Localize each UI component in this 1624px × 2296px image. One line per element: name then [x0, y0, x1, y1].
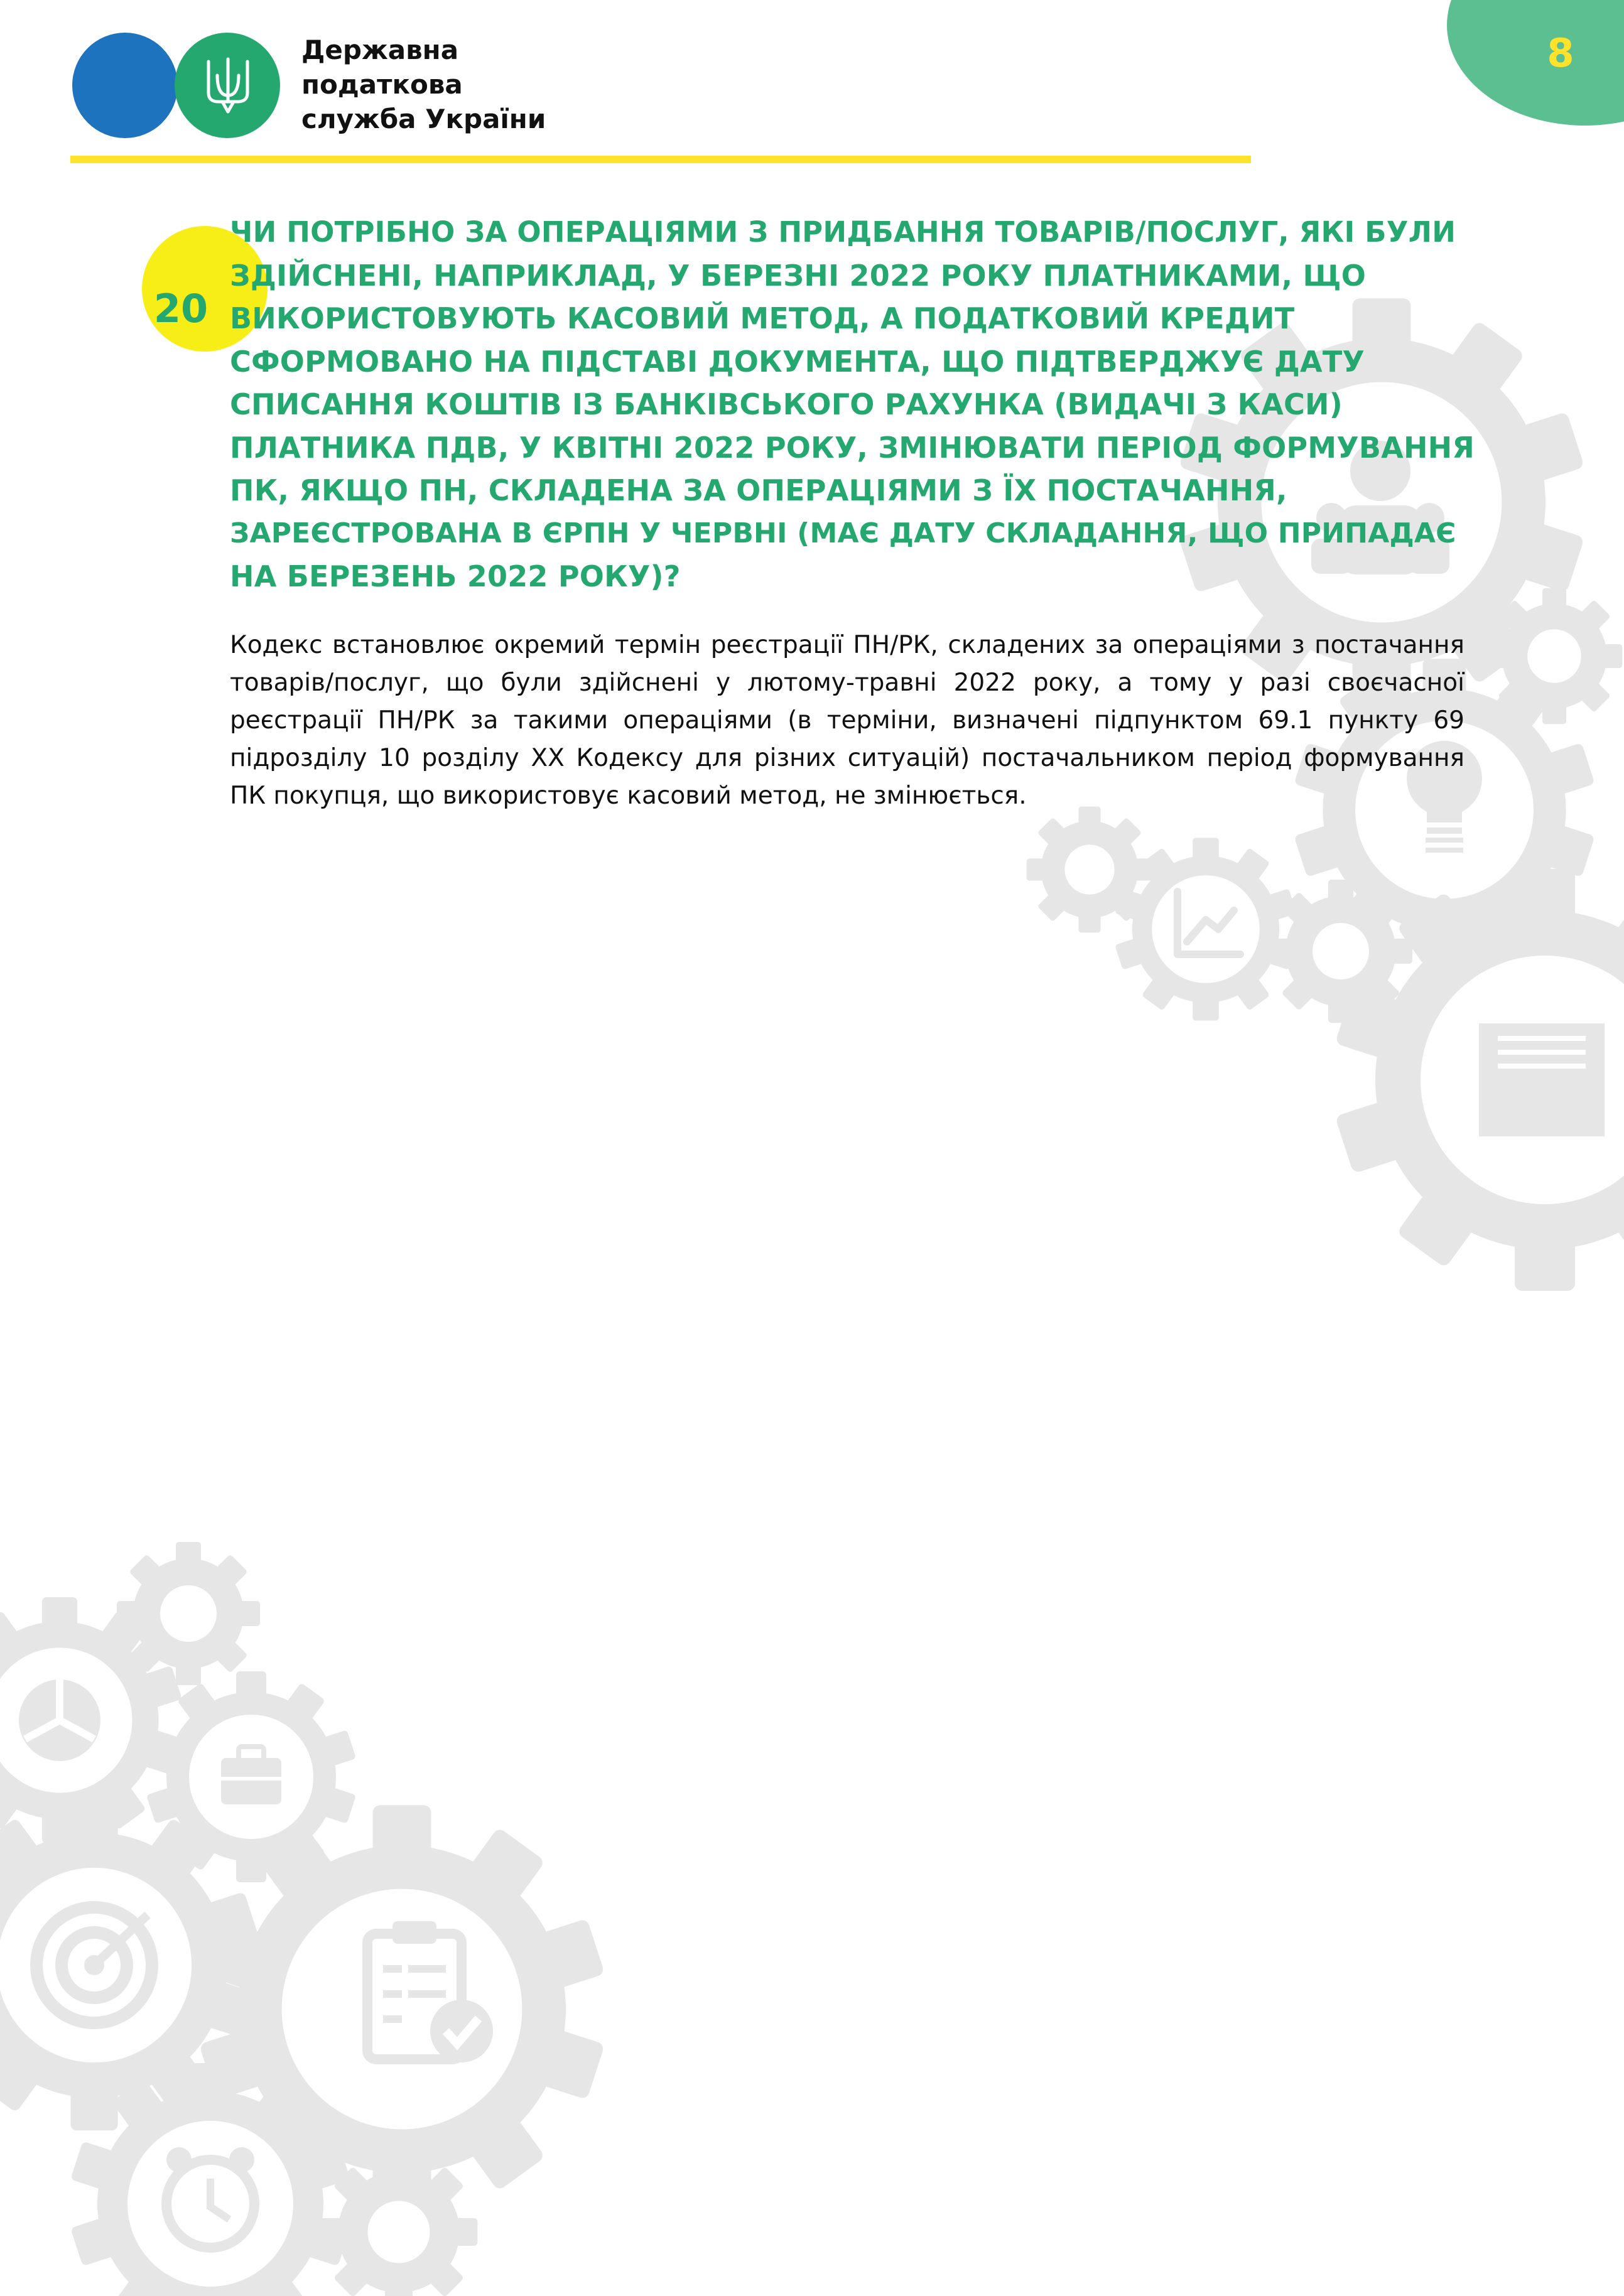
question-line: НА БЕРЕЗЕНЬ 2022 РОКУ)? [230, 559, 681, 593]
org-name-line-3: служба України [301, 104, 546, 134]
question-line: ВИКОРИСТОВУЮТЬ КАСОВИЙ МЕТОД, А ПОДАТКОВИЙ КРЕДИТ [230, 301, 1295, 335]
question-line: СПИСАННЯ КОШТІВ ІЗ БАНКІВСЬКОГО РАХУНКА (ВИДАЧІ З КАСИ) [230, 387, 1343, 421]
page-number: 8 [1547, 30, 1574, 76]
question-number: 20 [153, 286, 208, 331]
envelope-icon [1479, 1023, 1605, 1136]
org-name-line-2: податкова [301, 69, 463, 100]
org-name-line-1: Державна [301, 35, 459, 65]
trident-icon [200, 57, 256, 114]
question-heading [230, 211, 1480, 598]
question-line: ПЛАТНИКА ПДВ, У КВІТНІ 2022 РОКУ, ЗМІНЮВАТИ ПЕРІОД ФОРМУВАННЯ [230, 430, 1475, 465]
org-name [301, 33, 628, 136]
pie-chart-icon [19, 1679, 100, 1761]
question-line: ЗАРЕЄСТРОВАНА В ЄРПН У ЧЕРВНІ (МАЄ ДАТУ СКЛАДАННЯ, ЩО ПРИПАДАЄ [230, 517, 1456, 549]
question-line: ЧИ ПОТРІБНО ЗА ОПЕРАЦІЯМИ З ПРИДБАННЯ ТОВАРІВ/ПОСЛУГ, ЯКІ БУЛИ [230, 215, 1456, 249]
question-line: ПК, ЯКЩО ПН, СКЛАДЕНА ЗА ОПЕРАЦІЯМИ З ЇХ ПОСТАЧАННЯ, [230, 473, 1287, 507]
gear-small-right [1486, 588, 1623, 725]
answer-paragraph: Кодекс встановлює окремий термін реєстрації ПН/РК, складених за операціями з постачання товарів/послуг, що були здійснені у лютому-травні 2022 року, а тому у разі своєчасної реєстрації ПН/РК за такими операціями (в терміни, визначені підпунктом 69.1 пункту 69 підрозділу 10 розділу XX Кодексу для різних ситуацій) постачальником період формування ПК покупця, що використовує касовий метод, не змінюється. [230, 631, 1464, 810]
question-line: ЗДІЙСНЕНІ, НАПРИКЛАД, У БЕРЕЗНІ 2022 РОКУ ПЛАТНИКАМИ, ЩО [230, 258, 1366, 293]
header-divider [70, 156, 1251, 163]
logo-blue-circle [72, 33, 178, 138]
question-line: СФОРМОВАНО НА ПІДСТАВІ ДОКУМЕНТА, ЩО ПІДТВЕРДЖУЄ ДАТУ [230, 344, 1365, 379]
